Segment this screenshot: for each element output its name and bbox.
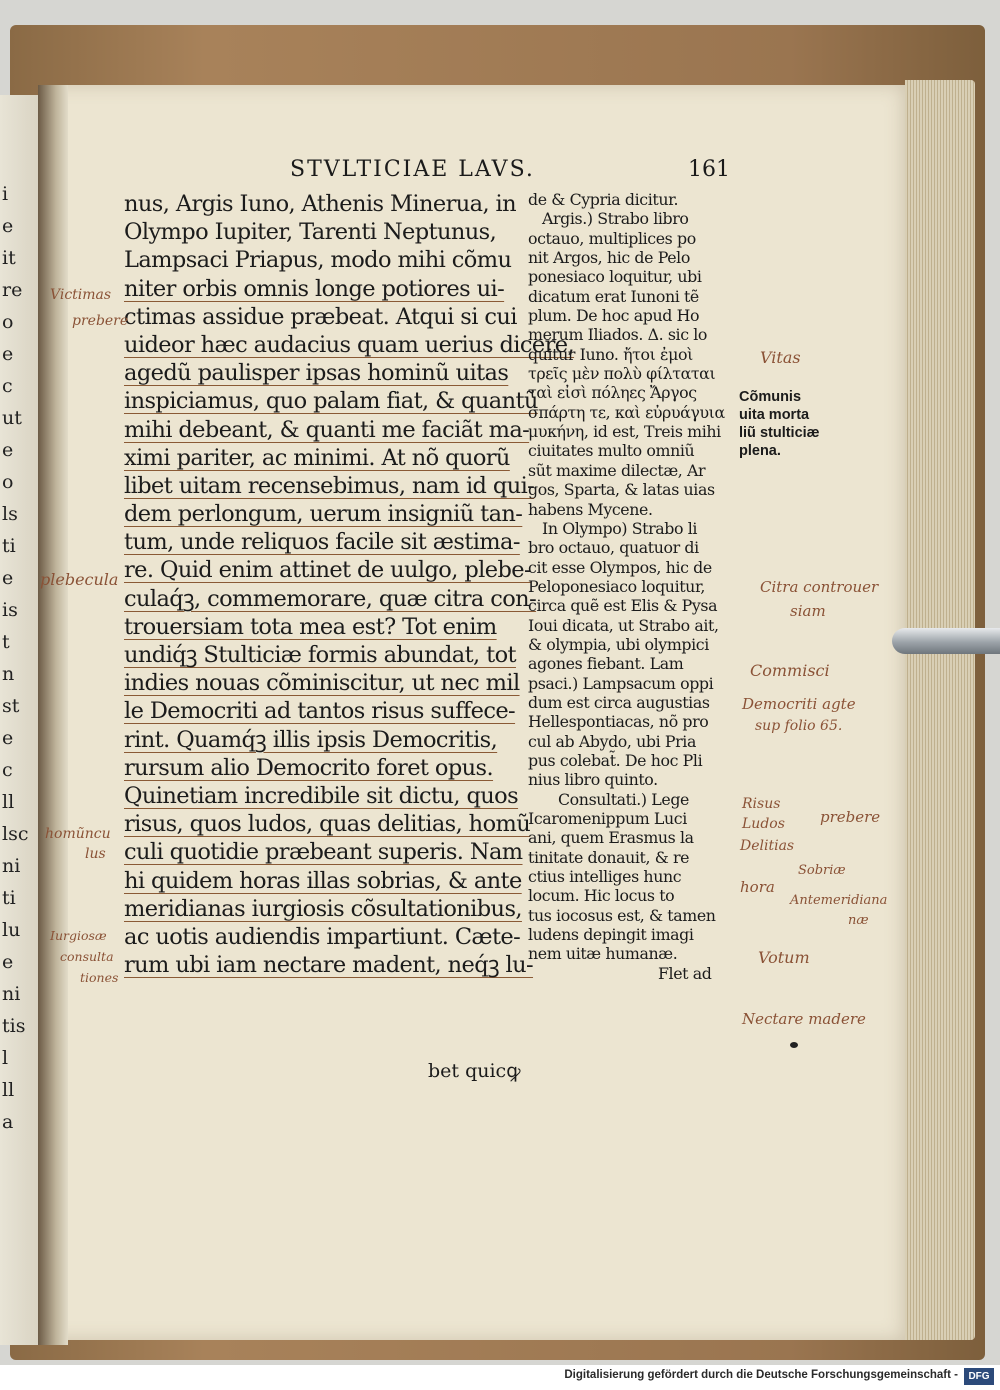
marginal-note: Victimas bbox=[50, 287, 112, 303]
commentary-line: gos, Sparta, & latas uias bbox=[528, 480, 715, 500]
text-line: Quinetiam incredibile sit dictu, quos bbox=[124, 782, 519, 809]
marginal-note: Antemeridiana bbox=[790, 893, 888, 908]
text-line: undiq́ꝫ Stulticiæ formis abundat, tot bbox=[124, 642, 516, 668]
commentary-line: μυκήνη, id est, Treis mihi bbox=[528, 422, 721, 442]
commentary-line: agones fiebant. Lam bbox=[528, 654, 684, 674]
text-line: mihi debeant, & quanti me faciãt ma- bbox=[124, 416, 530, 443]
commentary-line: sũt maxime dilectæ, Ar bbox=[528, 460, 706, 480]
commentary-column bbox=[528, 190, 738, 983]
marginal-note: Vitas bbox=[760, 348, 801, 367]
text-line: ac uotis audiendis impartiunt. Cæte- bbox=[124, 923, 521, 950]
left-page-fragment: ti bbox=[2, 537, 16, 556]
left-page-fragment: re bbox=[2, 281, 23, 300]
marginal-note: siam bbox=[790, 602, 826, 620]
marginal-note: tiones bbox=[80, 970, 119, 985]
marginal-note: Delitias bbox=[740, 838, 795, 854]
commentary-line: merum Iliados. Δ. sic lo bbox=[528, 325, 708, 345]
text-line: hi quidem horas illas sobrias, & ante bbox=[124, 867, 522, 894]
text-line: inspiciamus, quo palam fiat, & quantũ bbox=[124, 388, 538, 415]
left-page-edge bbox=[0, 95, 40, 1345]
marginal-note: Iurgiosæ bbox=[50, 928, 107, 943]
left-page-fragment: ll bbox=[2, 793, 15, 812]
text-line: rint. Quamq́ꝫ illis ipsis Democritis, bbox=[124, 726, 498, 753]
left-page-fragment: e bbox=[2, 345, 14, 364]
commentary-line: ctius intelliges hunc bbox=[528, 867, 682, 887]
catchword: bet quicꝙ bbox=[428, 1060, 521, 1082]
paper-clip bbox=[892, 628, 1000, 654]
left-page-fragment: ut bbox=[2, 409, 22, 428]
text-line: risus, quos ludos, quas delitias, homũ bbox=[124, 811, 531, 838]
left-page-fragment: n bbox=[2, 665, 15, 684]
commentary-line: nius libro quinto. bbox=[528, 770, 658, 790]
text-line: meridianas iurgiosis cõsultationibus, bbox=[124, 895, 522, 922]
text-line: uideor hæc audacius quam uerius dicere, bbox=[124, 331, 575, 358]
commentary-line: circa quẽ est Elis & Pysa bbox=[528, 596, 718, 616]
marginal-note: Sobriæ bbox=[798, 863, 846, 878]
commentary-line: In Olympo) Strabo li bbox=[542, 518, 698, 538]
commentary-line: ani, quem Erasmus la bbox=[528, 828, 694, 848]
left-page-fragment: c bbox=[2, 377, 13, 396]
text-line: culaq́ꝫ, commemorare, quæ citra con- bbox=[124, 585, 537, 612]
text-line: dem perlongum, uerum insigniũ tan- bbox=[124, 501, 523, 528]
text-line: culi quotidie præbeant superis. Nam bbox=[124, 839, 523, 866]
commentary-line: ciuitates multo omniũ bbox=[528, 441, 695, 461]
commentary-line: pus colebat̃. De hoc Pli bbox=[528, 750, 703, 770]
text-line: rum ubi iam nectare madent, neq́ꝫ lu- bbox=[124, 952, 534, 979]
commentary-line: bro octauo, quatuor di bbox=[528, 538, 699, 558]
printed-side-note bbox=[739, 388, 820, 460]
text-line: libet uitam recensebimus, nam id qui- bbox=[124, 472, 535, 499]
marginal-note: Commisci bbox=[750, 661, 830, 680]
text-line: nus, Argis Iuno, Athenis Minerua, in bbox=[124, 191, 517, 217]
left-page-fragment: l bbox=[2, 1049, 9, 1068]
commentary-line: & olympia, ubi olympici bbox=[528, 634, 709, 654]
marginal-note: Ludos bbox=[742, 816, 785, 832]
commentary-line: cit esse Olympos, hic de bbox=[528, 557, 712, 577]
text-line: tum, unde reliquos facile sit æstima- bbox=[124, 529, 520, 556]
marginal-note: Democriti agte bbox=[742, 695, 856, 713]
page-number: 161 bbox=[688, 157, 730, 182]
commentary-line: Argis.) Strabo libro bbox=[542, 209, 689, 229]
text-line: ctimas assidue præbeat. Atqui si cui bbox=[124, 303, 517, 330]
commentary-line: plum. De hoc apud Ho bbox=[528, 306, 700, 326]
marginal-note: hora bbox=[740, 878, 775, 896]
commentary-line: Peloponesiaco loquitur, bbox=[528, 576, 705, 596]
side-note-line: liũ stulticiæ bbox=[739, 425, 820, 441]
commentary-line: nem uitæ humanæ. bbox=[528, 944, 678, 964]
side-note-line: plena. bbox=[739, 443, 781, 459]
left-page-fragment: o bbox=[2, 473, 14, 492]
text-line: rursum alio Democrito foret opus. bbox=[124, 754, 494, 781]
commentary-line: octauo, multiplices po bbox=[528, 228, 696, 248]
side-note-line: Cõmunis bbox=[739, 389, 802, 405]
marginal-note: Citra controuer bbox=[760, 578, 879, 596]
text-line: re. Quid enim attinet de uulgo, plebe- bbox=[124, 557, 531, 584]
marginal-note: næ bbox=[848, 913, 869, 928]
marginal-note: sup folio 65. bbox=[755, 718, 843, 734]
commentary-line: habens Mycene. bbox=[528, 499, 653, 519]
left-page-fragment: st bbox=[2, 697, 20, 716]
left-page-fragment: i bbox=[2, 185, 9, 204]
text-line: indies nouas cõminiscitur, ut nec mil bbox=[124, 670, 520, 697]
ink-dot bbox=[790, 1042, 798, 1048]
commentary-line: tinitate donauit, & re bbox=[528, 847, 690, 867]
commentary-line: dicatum erat Iunoni tẽ bbox=[528, 286, 699, 306]
commentary-line: locum. Hic locus to bbox=[528, 886, 675, 906]
left-page-fragment: c bbox=[2, 761, 13, 780]
commentary-line: σπάρτη τε, καὶ εὐρυάγυια bbox=[528, 402, 725, 422]
marginal-note: Risus bbox=[742, 796, 781, 812]
commentary-line: τρεῖς μὲν πολὺ φίλταται bbox=[528, 364, 716, 384]
text-line: Olympo Iupiter, Tarenti Neptunus, bbox=[124, 219, 497, 246]
left-page-fragment: ni bbox=[2, 985, 21, 1004]
left-page-fragment: t bbox=[2, 633, 10, 652]
left-page-fragment: e bbox=[2, 953, 14, 972]
marginal-note: prebere bbox=[72, 313, 129, 329]
main-text-column bbox=[124, 190, 575, 979]
left-page-fragment: ll bbox=[2, 1081, 15, 1100]
commentary-line: de & Cypria dicitur. bbox=[528, 190, 679, 209]
funding-credit: Digitalisierung gefördert durch die Deutsche Forschungsgemeinschaft - bbox=[564, 1369, 958, 1381]
commentary-line: ponesiaco loquitur, ubi bbox=[528, 267, 702, 287]
marginal-note: lus bbox=[85, 846, 106, 862]
marginal-note: Nectare madere bbox=[742, 1010, 866, 1028]
left-page-fragment: ni bbox=[2, 857, 21, 876]
left-page-fragment: is bbox=[2, 601, 18, 620]
commentary-line: tus iocosus est, & tamen bbox=[528, 905, 716, 925]
marginal-note: plebecula bbox=[40, 570, 119, 589]
commentary-line: ταὶ εἰσὶ πόληες Ἄργος bbox=[528, 383, 697, 403]
text-line: trouersiam tota mea est? Tot enim bbox=[124, 613, 497, 640]
commentary-line: quitur Iuno. ἤτοι ἐμοὶ bbox=[528, 344, 693, 364]
commentary-line: Consultati.) Lege bbox=[558, 789, 689, 809]
dfg-logo: DFG bbox=[964, 1368, 994, 1385]
left-page-fragment: it bbox=[2, 249, 16, 268]
commentary-line: ludens depingit imagi bbox=[528, 925, 694, 945]
left-page-fragment: e bbox=[2, 729, 14, 748]
commentary-line: Hellespontiacas, nõ pro bbox=[528, 712, 709, 732]
side-note-line: uita morta bbox=[739, 407, 810, 423]
text-line: ximi pariter, ac minimi. At nõ quorũ bbox=[124, 444, 510, 471]
marginal-note: prebere bbox=[820, 808, 881, 826]
commentary-line: psaci.) Lampsacum oppi bbox=[528, 673, 714, 693]
marginal-note: consulta bbox=[60, 949, 114, 964]
left-page-fragment: tis bbox=[2, 1017, 26, 1036]
left-page-fragment: lsc bbox=[2, 825, 29, 844]
footer-bar bbox=[0, 1365, 1000, 1390]
text-line: Lampsaci Priapus, modo mihi cõmu bbox=[124, 247, 512, 274]
book-gutter bbox=[38, 85, 68, 1345]
marginal-note: Votum bbox=[758, 948, 810, 967]
commentary-line: Flet ad bbox=[658, 963, 712, 983]
page-edges bbox=[905, 80, 975, 1340]
left-page-fragment: ti bbox=[2, 889, 16, 908]
left-page-fragment: e bbox=[2, 569, 14, 588]
left-page-fragment: e bbox=[2, 217, 14, 236]
commentary-line: Icaromenippum Luci bbox=[528, 809, 687, 828]
left-page-fragment: o bbox=[2, 313, 14, 332]
left-page-fragment: lu bbox=[2, 921, 21, 940]
text-line: le Democriti ad tantos risus suffece- bbox=[124, 698, 516, 725]
marginal-note: homũncu bbox=[45, 826, 111, 842]
left-page-fragment: e bbox=[2, 441, 14, 460]
left-page-fragment: a bbox=[2, 1113, 14, 1132]
left-page-fragment: ls bbox=[2, 505, 18, 524]
text-line: niter orbis omnis longe potiores ui- bbox=[124, 275, 505, 302]
commentary-line: nit Argos, hic de Pelo bbox=[528, 248, 690, 268]
running-title: STVLTICIAE LAVS. bbox=[290, 157, 535, 182]
text-line: agedũ paulisper ipsas hominũ uitas bbox=[124, 360, 509, 387]
commentary-line: Ioui dicata, ut Strabo ait, bbox=[528, 615, 719, 635]
commentary-line: cul ab Abydo, ubi Pria bbox=[528, 731, 696, 751]
commentary-line: dum est circa augustias bbox=[528, 692, 710, 712]
